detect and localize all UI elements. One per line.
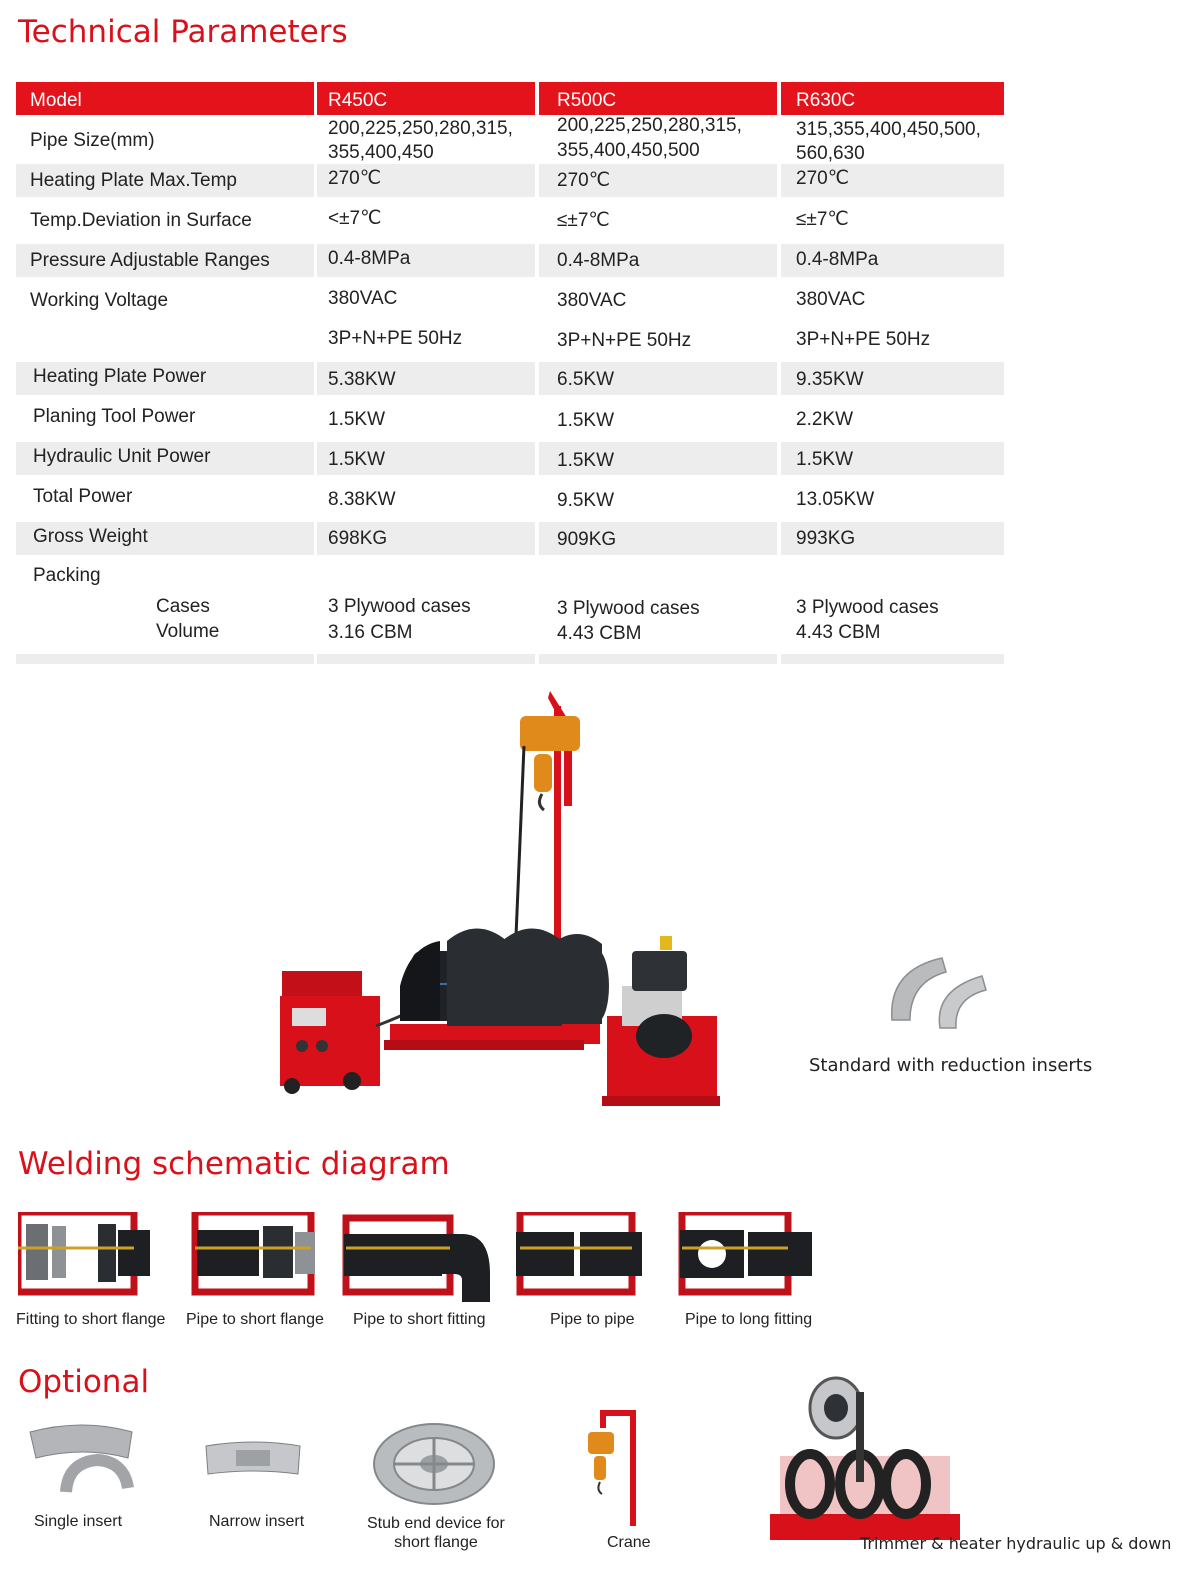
cell-value: 3.16 CBM bbox=[328, 622, 413, 643]
cell-value: 200,225,250,280,315, bbox=[557, 115, 742, 136]
schematic-pipe-to-long-fitting bbox=[676, 1212, 816, 1302]
cell-value: 4.43 CBM bbox=[796, 622, 881, 643]
table-row-total-power bbox=[16, 482, 1004, 515]
cell-value: 993KG bbox=[796, 528, 856, 549]
narrow-insert-image bbox=[204, 1440, 304, 1480]
cell-value: ≤±7℃ bbox=[796, 209, 849, 230]
stub-end-caption-line2: short flange bbox=[394, 1534, 478, 1551]
row-label: Working Voltage bbox=[30, 290, 169, 311]
cell-value: 4.43 CBM bbox=[557, 623, 642, 644]
row-label: Heating Plate Max.Temp bbox=[30, 170, 237, 191]
table-row-gross-weight bbox=[16, 522, 1004, 555]
row-label: Heating Plate Power bbox=[33, 366, 207, 387]
cell-value: 315,355,400,450,500, bbox=[796, 119, 981, 140]
packing-volume-label: Volume bbox=[156, 621, 220, 642]
row-label: Temp.Deviation in Surface bbox=[30, 210, 252, 231]
schematic-pipe-to-short-flange bbox=[191, 1212, 321, 1302]
cell-value: 1.5KW bbox=[328, 409, 386, 430]
cell-value: 560,630 bbox=[796, 143, 865, 164]
table-bottom-strip bbox=[16, 654, 1004, 664]
trimmer-heater-image bbox=[766, 1372, 996, 1548]
reduction-inserts-image bbox=[882, 950, 992, 1030]
cell-value: 9.5KW bbox=[557, 490, 615, 511]
narrow-insert-caption: Narrow insert bbox=[209, 1513, 305, 1530]
cell-value: 9.35KW bbox=[796, 369, 864, 390]
schematic-caption: Pipe to long fitting bbox=[685, 1311, 813, 1328]
schematic-caption: Pipe to short flange bbox=[186, 1311, 324, 1328]
trimmer-heater-caption: Trimmer & heater hydraulic up & down bbox=[860, 1534, 1172, 1553]
crane-image bbox=[576, 1406, 646, 1528]
cell-value: 3P+N+PE 50Hz bbox=[328, 328, 463, 349]
cell-value: 3 Plywood cases bbox=[557, 598, 700, 619]
header-r500c: R500C bbox=[557, 90, 617, 111]
packing-cases-label: Cases bbox=[156, 596, 210, 617]
row-label: Total Power bbox=[33, 486, 133, 507]
row-label: Pipe Size(mm) bbox=[30, 130, 155, 151]
cell-value: 2.2KW bbox=[796, 409, 854, 430]
schematic-caption: Pipe to short fitting bbox=[353, 1311, 486, 1328]
cell-value: ≤±7℃ bbox=[557, 210, 610, 231]
table-row-heating-temp bbox=[16, 164, 1004, 197]
cell-value: 200,225,250,280,315, bbox=[328, 118, 513, 139]
cell-value: 3P+N+PE 50Hz bbox=[557, 330, 692, 351]
cell-value: 909KG bbox=[557, 529, 617, 550]
schematic-caption: Fitting to short flange bbox=[16, 1311, 166, 1328]
cell-value: 6.5KW bbox=[557, 369, 615, 390]
technical-parameters-title: Technical Parameters bbox=[18, 14, 348, 50]
welding-schematic-title: Welding schematic diagram bbox=[18, 1146, 450, 1182]
cell-value: 698KG bbox=[328, 528, 388, 549]
crane-caption: Crane bbox=[607, 1534, 651, 1551]
table-row-heating-power bbox=[16, 362, 1004, 395]
cell-value: 3 Plywood cases bbox=[328, 596, 471, 617]
schematic-pipe-to-short-fitting bbox=[342, 1212, 492, 1302]
cell-value: 1.5KW bbox=[328, 449, 386, 470]
stub-end-caption-line1: Stub end device for bbox=[367, 1515, 505, 1532]
row-label: Planing Tool Power bbox=[33, 406, 196, 427]
table-row-temp-deviation bbox=[16, 204, 1004, 237]
cell-value: 0.4-8MPa bbox=[796, 249, 879, 270]
cell-value: 355,400,450,500 bbox=[557, 140, 700, 161]
single-insert-image bbox=[28, 1422, 138, 1494]
cell-value: <±7℃ bbox=[328, 208, 382, 229]
cell-value: 1.5KW bbox=[557, 410, 615, 431]
cell-value: 5.38KW bbox=[328, 369, 396, 390]
cell-value: 380VAC bbox=[328, 288, 398, 309]
cell-value: 270℃ bbox=[328, 168, 382, 189]
row-label: Pressure Adjustable Ranges bbox=[30, 250, 270, 271]
schematic-caption: Pipe to pipe bbox=[550, 1311, 635, 1328]
optional-title: Optional bbox=[18, 1364, 150, 1400]
cell-value: 1.5KW bbox=[796, 449, 854, 470]
cell-value: 0.4-8MPa bbox=[328, 248, 411, 269]
table-row-pipe-size bbox=[16, 115, 1004, 164]
stub-end-device-image bbox=[368, 1418, 502, 1508]
row-label: Hydraulic Unit Power bbox=[33, 446, 211, 467]
reduction-inserts-caption: Standard with reduction inserts bbox=[809, 1055, 1093, 1076]
row-label: Packing bbox=[33, 565, 101, 586]
cell-value: 8.38KW bbox=[328, 489, 396, 510]
table-row-packing bbox=[16, 560, 1004, 650]
cell-value: 3P+N+PE 50Hz bbox=[796, 329, 931, 350]
table-row-hydraulic-power bbox=[16, 442, 1004, 475]
cell-value: 380VAC bbox=[557, 290, 627, 311]
header-r450c: R450C bbox=[328, 90, 388, 111]
single-insert-caption: Single insert bbox=[34, 1513, 123, 1530]
table-row-pressure bbox=[16, 244, 1004, 277]
cell-value: 270℃ bbox=[557, 170, 611, 191]
table-header-row bbox=[16, 82, 1004, 115]
cell-value: 1.5KW bbox=[557, 450, 615, 471]
cell-value: 270℃ bbox=[796, 168, 850, 189]
table-row-voltage bbox=[16, 284, 1004, 358]
cell-value: 3 Plywood cases bbox=[796, 597, 939, 618]
butt-fusion-machine-image bbox=[272, 686, 722, 1126]
header-model: Model bbox=[30, 90, 82, 111]
row-label: Gross Weight bbox=[33, 526, 148, 547]
cell-value: 0.4-8MPa bbox=[557, 250, 640, 271]
table-row-planing-power bbox=[16, 402, 1004, 435]
schematic-fitting-to-short-flange bbox=[18, 1212, 154, 1302]
cell-value: 355,400,450 bbox=[328, 142, 434, 163]
stub-end-caption bbox=[367, 1514, 505, 1552]
schematic-pipe-to-pipe bbox=[514, 1212, 646, 1302]
header-r630c: R630C bbox=[796, 90, 856, 111]
cell-value: 380VAC bbox=[796, 289, 866, 310]
cell-value: 13.05KW bbox=[796, 489, 875, 510]
